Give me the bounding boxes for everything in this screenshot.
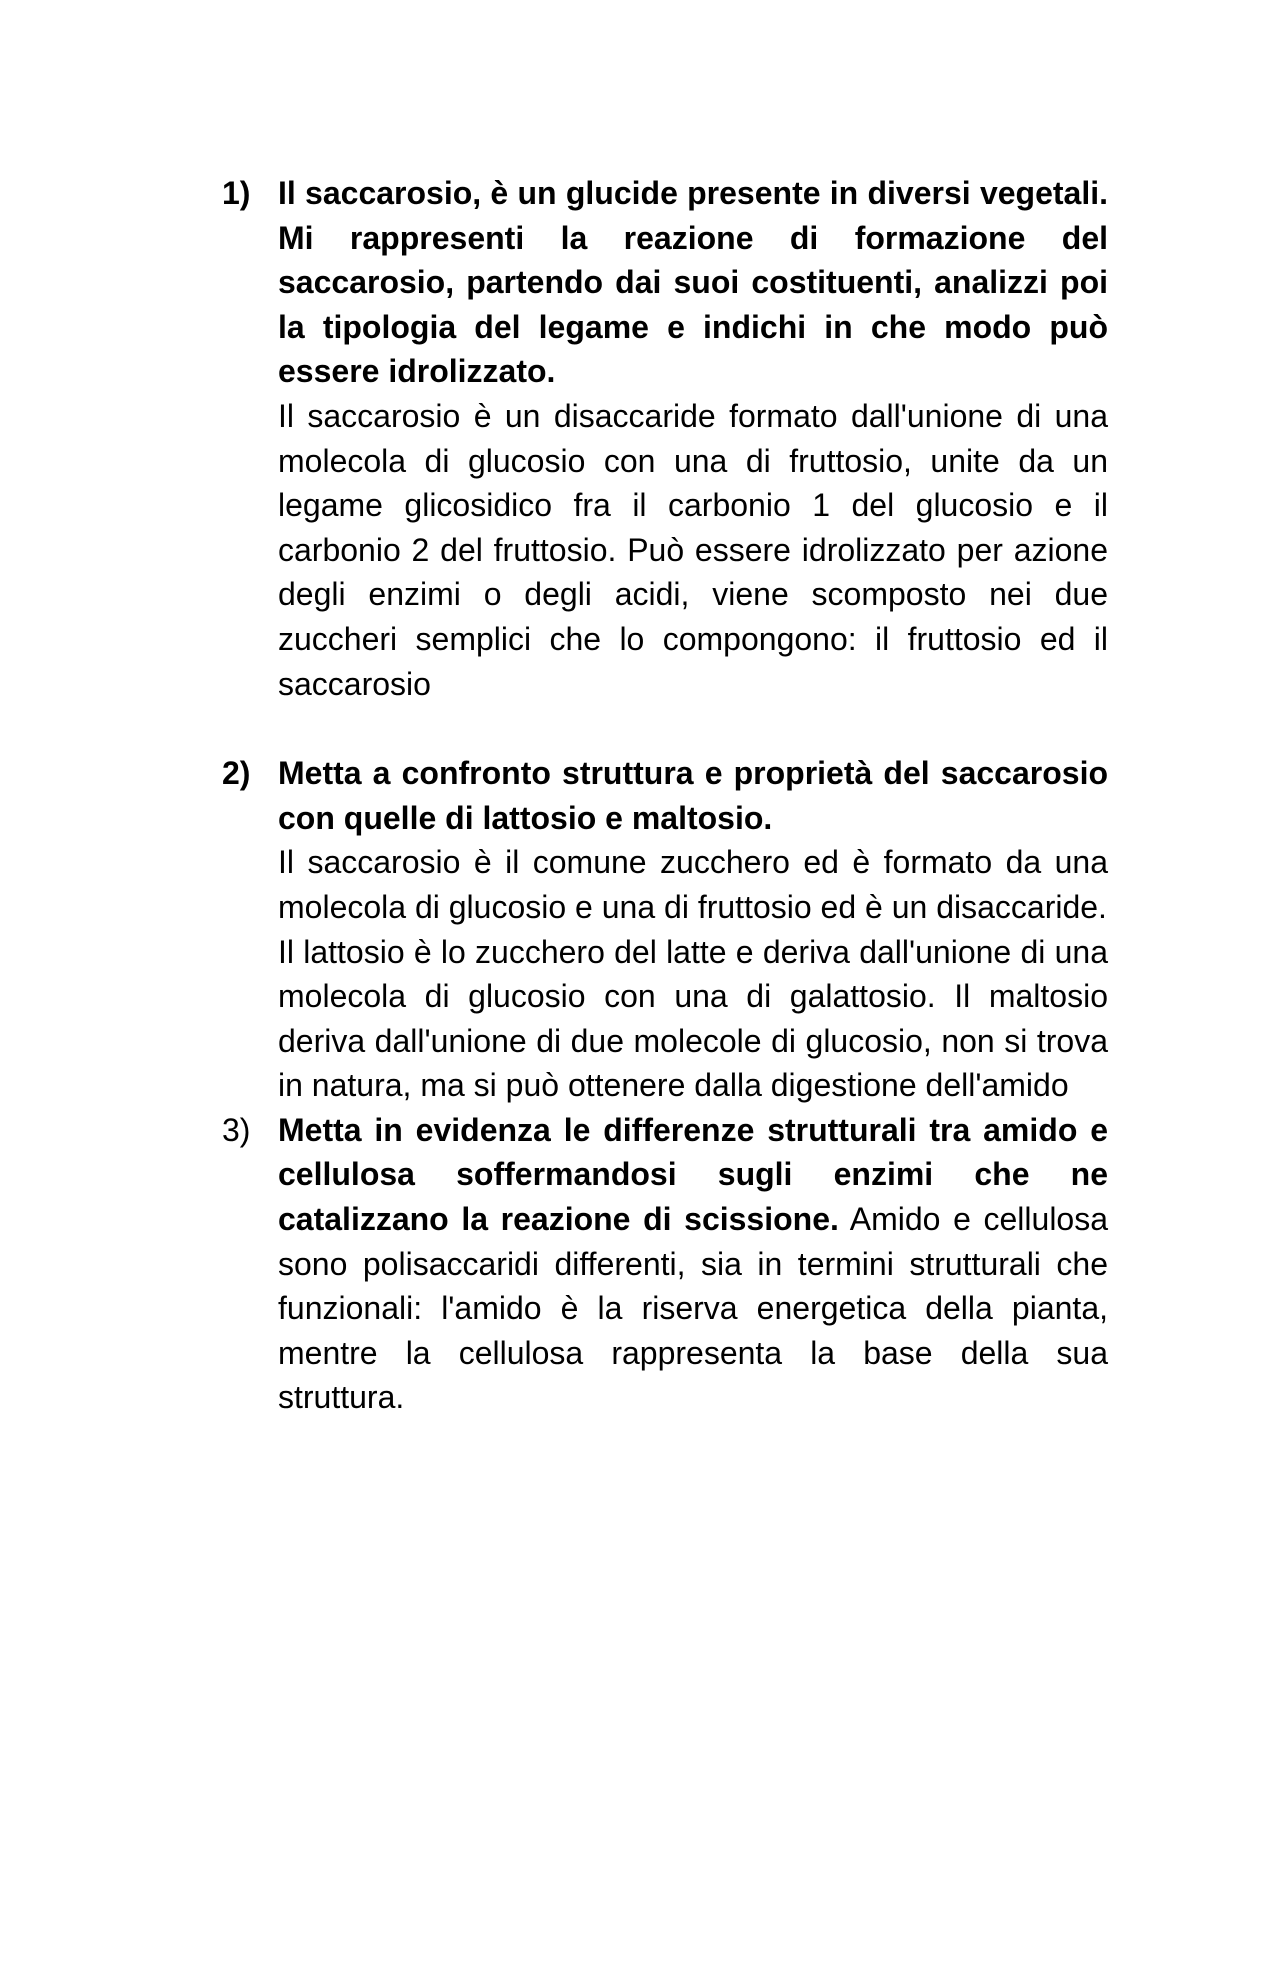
question-text: Metta in evidenza le differenze strutturali tra amido e cellulosa soffermandosi sugli enzimi che ne catalizzano la reazione di scissione. — [278, 1111, 1108, 1238]
question-text: Il saccarosio, è un glucide presente in diversi vegetali. Mi rappresenti la reazione di formazione del saccarosio, partendo dai suoi costituenti, analizzi poi la tipologia del legame e indichi in che modo può essere idrolizzato. — [278, 175, 1108, 390]
list-item — [222, 751, 1108, 1108]
item-number: 2) — [222, 755, 251, 792]
item-number: 1) — [222, 175, 251, 211]
answer-text: Amido e cellulosa sono polisaccaridi differenti, sia in termini strutturali che funzionali: l'amido è la riserva energetica della pianta, mentre la cellulosa rappresenta la base della sua struttura. — [278, 1201, 1109, 1416]
question-answer-paragraph — [278, 1108, 1108, 1420]
question-list — [222, 171, 1108, 1420]
answer-text: Il saccarosio è un disaccaride formato dall'unione di una molecola di glucosio con una di fruttosio, unite da un legame glicosidico fra il carbonio 1 del glucosio e il carbonio 2 del fruttosio. Può essere idrolizzato per azione degli enzimi o degli acidi, viene scomposto nei due zuccheri semplici che lo compongono: il fruttosio ed il saccarosio — [278, 397, 1108, 702]
answer-text: Il saccarosio è il comune zucchero ed è formato da una molecola di glucosio e una di fruttosio ed è un disaccaride. — [278, 844, 1108, 925]
list-item — [222, 171, 1108, 706]
list-item — [222, 1108, 1108, 1420]
question-text: Metta a confronto struttura e proprietà del saccarosio con quelle di lattosio e maltosio. — [278, 755, 1108, 836]
item-number: 3) — [222, 1111, 251, 1148]
answer-text: Il lattosio è lo zucchero del latte e deriva dall'unione di una molecola di glucosio con una di galattosio. Il maltosio deriva dall'unione di due molecole di glucosio, non si trova in natura, ma si può ottenere dalla digestione dell'amido — [278, 933, 1108, 1104]
